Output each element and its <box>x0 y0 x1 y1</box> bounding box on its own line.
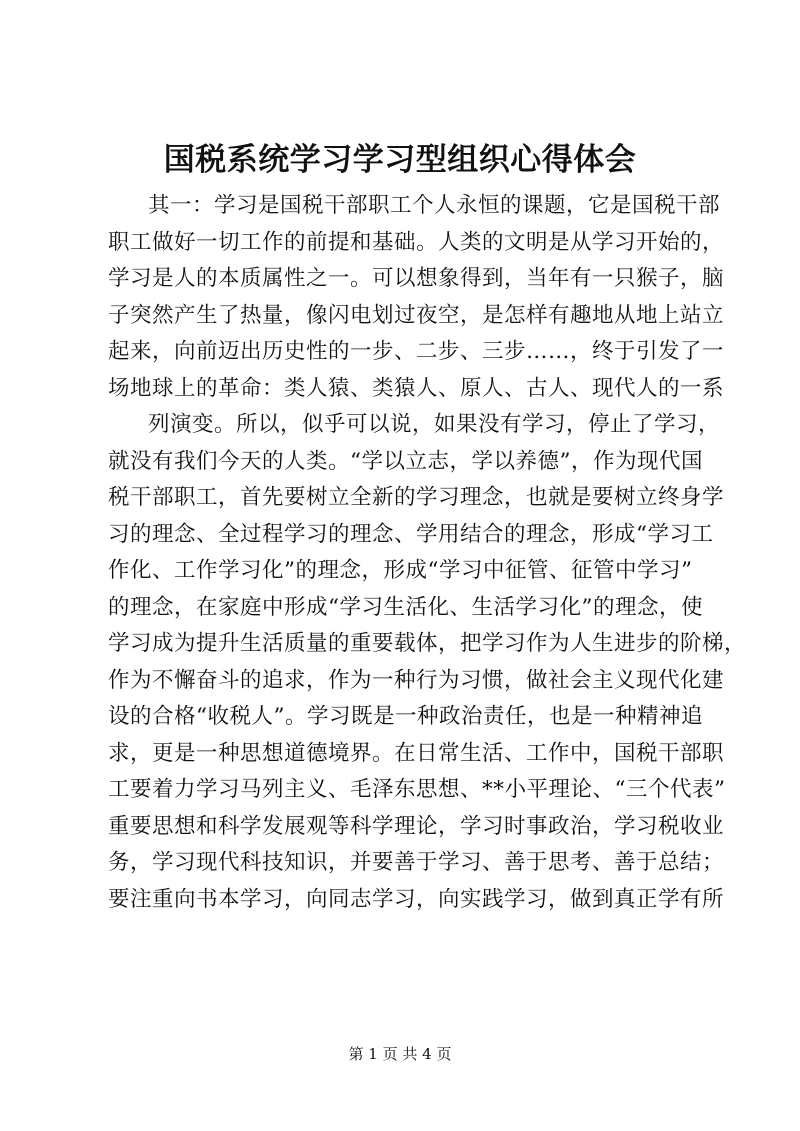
paragraph-2-line-7: 学习成为提升生活质量的重要载体，把学习作为人生进步的阶梯， <box>108 631 747 656</box>
paragraph-1-line-4: 子突然产生了热量，像闪电划过夜空，是怎样有趣地从地上站立 <box>108 302 725 328</box>
paragraph-2-line-13: 务，学习现代科技知识，并要善于学习、善于思考、善于总结； <box>108 850 725 875</box>
paragraph-2-line-8: 作为不懈奋斗的追求，作为一种行为习惯，做社会主义现代化建 <box>108 667 725 693</box>
paragraph-1-line-2: 职工做好一切工作的前提和基础。人类的文明是从学习开始的， <box>108 229 725 255</box>
paragraph-2-line-5: 作化、工作学习化”的理念，形成“学习中征管、征管中学习” <box>108 558 693 583</box>
paragraph-1-line-6: 场地球上的革命：类人猿、类猿人、原人、古人、现代人的一系 <box>108 375 725 401</box>
paragraph-2-line-10: 求，更是一种思想道德境界。在日常生活、工作中，国税干部职 <box>108 740 725 766</box>
paragraph-2-line-12: 重要思想和科学发展观等科学理论，学习时事政治，学习税收业 <box>108 813 725 839</box>
paragraph-2-line-2: 就没有我们今天的人类。“学以立志，学以养德”，作为现代国 <box>108 448 703 474</box>
document-title: 国税系统学习学习型组织心得体会 <box>163 142 637 178</box>
paragraph-2-line-1: 列演变。所以，似乎可以说，如果没有学习，停止了学习， <box>148 412 721 437</box>
paragraph-1-line-5: 起来，向前迈出历史性的一步、二步、三步……，终于引发了一 <box>108 339 725 364</box>
paragraph-2-line-6: 的理念，在家庭中形成“学习生活化、生活学习化”的理念，使 <box>108 594 703 620</box>
paragraph-2-line-11: 工要着力学习马列主义、毛泽东思想、**小平理论、“三个代表” <box>108 777 726 802</box>
document-body <box>108 188 747 918</box>
page-number-footer: 第 1 页 共 4 页 <box>348 1045 452 1063</box>
paragraph-1-line-3: 学习是人的本质属性之一。可以想象得到，当年有一只猴子，脑 <box>108 266 725 291</box>
paragraph-2-line-4: 习的理念、全过程学习的理念、学用结合的理念，形成“学习工 <box>108 521 714 547</box>
paragraph-1-line-1: 其一：学习是国税干部职工个人永恒的课题，它是国税干部 <box>148 193 721 218</box>
paragraph-2-line-14: 要注重向书本学习，向同志学习，向实践学习，做到真正学有所 <box>108 886 725 912</box>
paragraph-2-line-9: 设的合格“收税人”。学习既是一种政治责任，也是一种精神追 <box>108 704 703 729</box>
paragraph-2-line-3: 税干部职工，首先要树立全新的学习理念，也就是要树立终身学 <box>108 485 725 510</box>
